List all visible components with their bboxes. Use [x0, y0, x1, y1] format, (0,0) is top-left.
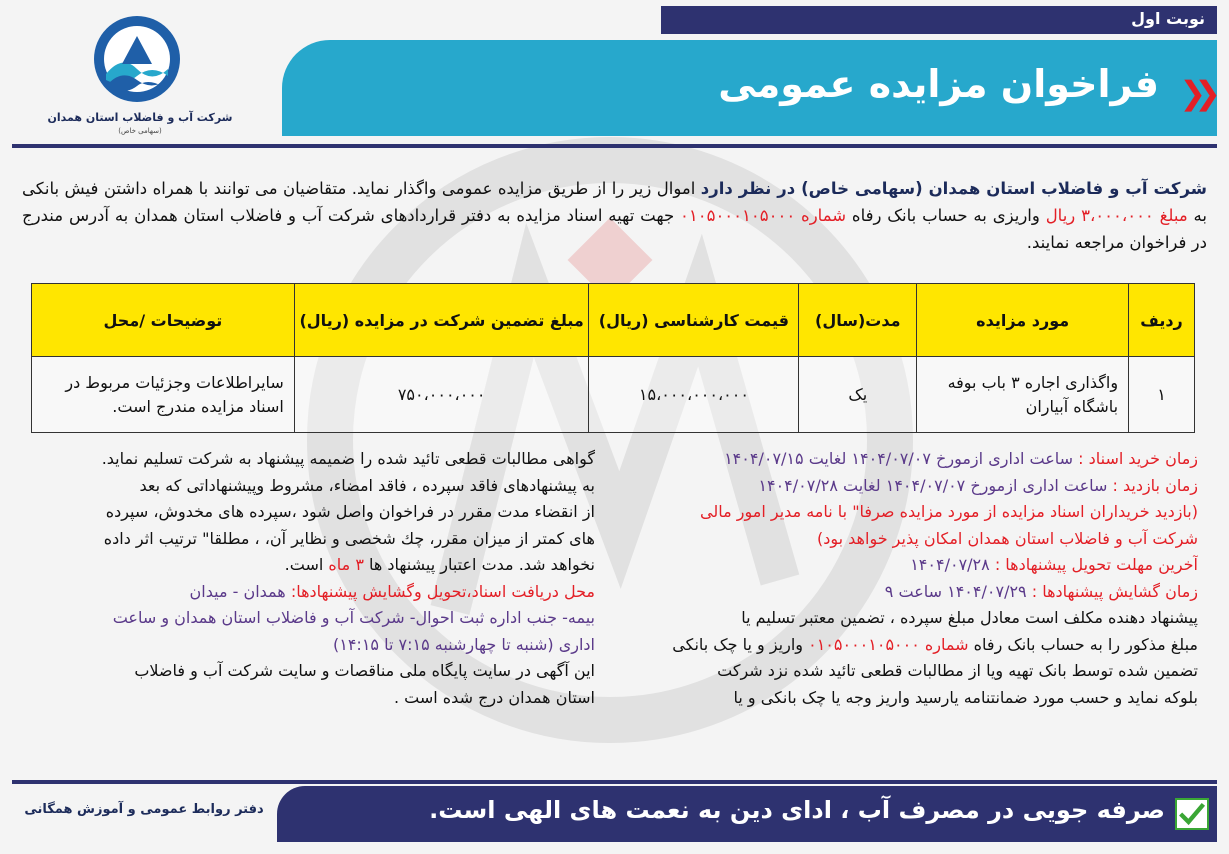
- edition-badge: [661, 6, 1217, 34]
- header-row-no: ردیف: [1129, 284, 1195, 357]
- location-text: همدان - میدان: [189, 581, 286, 601]
- guarantee-text-2a: مبلغ مذکور را به حساب بانک رفاه: [973, 634, 1198, 654]
- title-band: [282, 40, 1217, 136]
- company-name: شرکت آب و فاضلاب استان همدان: [47, 111, 233, 124]
- validity-months: ۳ ماه: [328, 555, 364, 574]
- intro-account: شماره ۰۱۰۵۰۰۰۱۰۵۰۰۰: [680, 206, 847, 225]
- purchase-time-line: [630, 446, 1198, 473]
- terms-left-column: [30, 446, 595, 711]
- divider-bottom: [12, 780, 1217, 784]
- footer-slogan: صرفه جویی در مصرف آب ، ادای دین به نعمت های الهی است.: [429, 796, 1165, 824]
- cell-row-no: ۱: [1129, 357, 1195, 433]
- guarantee-text-1: پیشنهاد دهنده مکلف است معادل مبلغ سپرده ، تضمین معتبر تسلیم یا: [741, 608, 1198, 627]
- purchase-time-label: زمان خرید اسناد :: [1078, 449, 1198, 468]
- deadline-text: ۱۴۰۴/۰۷/۲۸: [910, 555, 990, 574]
- guarantee-text-3: تضمین شده توسط بانک تهیه ویا از مطالبات قطعی تائید شده نزد شرکت: [717, 661, 1198, 680]
- deadline-label: آخرین مهلت تحویل پیشنهادها :: [994, 555, 1198, 574]
- cell-notes: سایراطلاعات وجزئیات مربوط در اسناد مزایده مندرج است.: [32, 357, 295, 433]
- visit-time-label: زمان بازدید :: [1112, 475, 1198, 495]
- guarantee-account: شماره ۰۱۰۵۰۰۰۱۰۵۰۰۰: [808, 634, 969, 654]
- intro-company: شرکت آب و فاضلاب استان همدان (سهامی خاص) در نظر دارد: [700, 179, 1208, 198]
- guarantee-text-4: بلوکه نماید و حسب مورد ضمانتنامه یارسید واریز وجه یا چک بانکی و یا: [733, 687, 1198, 707]
- left-text-3: از انقضاء مدت مقرر در فراخوان واصل شود ،سپرده های مخدوش، سپرده: [105, 502, 595, 521]
- header-notes: توضیحات /محل: [32, 284, 295, 357]
- cell-guarantee: ۷۵۰،۰۰۰،۰۰۰: [294, 357, 589, 433]
- validity-text-a: نخواهد شد. مدت اعتبار پیشنهاد ها: [369, 555, 595, 574]
- intro-text-3: جهت تهیه اسناد مزایده به دفتر قراردادهای شرکت آب و فاضلاب استان همدان به آدرس مندرج در فراخوان مراجعه نمایند.: [22, 206, 1207, 252]
- opening-line: [630, 579, 1198, 606]
- deadline-line: [630, 552, 1198, 579]
- guarantee-text-2b: واریز و یا چک بانکی: [672, 634, 804, 654]
- intro-amount: مبلغ ۳،۰۰۰،۰۰۰ ریال: [1045, 206, 1188, 225]
- edition-label: نوبت اول: [1131, 9, 1205, 28]
- left-text-4: های کمتر از میزان مقرر، چك شخصی و نظایر آن، ، مطلقا" ترتیب اثر داده: [103, 528, 595, 548]
- header-appraisal: قیمت کارشناسی (ریال): [589, 284, 799, 357]
- visit-note-1: (بازدید خریداران اسناد مزایده از مورد مزایده صرفا" با نامه مدیر امور مالی: [700, 502, 1198, 521]
- visit-time-text: ساعت اداری ازمورخ ۱۴۰۴/۰۷/۰۷ لغایت ۱۴۰۴/۰۷/۲۸: [758, 475, 1108, 495]
- location-text-2: بیمه- جنب اداره ثبت احوال- شرکت آب و فاضلاب استان همدان و ساعت: [112, 608, 595, 627]
- publish-note-2: استان همدان درج شده است .: [393, 687, 595, 707]
- intro-text-1: اموال زیر را از طریق مزایده عمومی واگذار نماید. متقاضیان می توانند با همراه داشتن فیش بانکی به: [22, 179, 1207, 225]
- terms-right-column: [630, 446, 1198, 711]
- table-header-row: [32, 284, 1195, 357]
- visit-time-line: [630, 473, 1198, 500]
- validity-line: [30, 552, 595, 579]
- cell-duration: یک: [799, 357, 917, 433]
- opening-text: ۱۴۰۴/۰۷/۲۹ ساعت ۹: [884, 581, 1027, 601]
- location-label: محل دریافت اسناد،تحویل وگشایش پیشنهادها:: [290, 581, 595, 601]
- cell-item: واگذاری اجاره ۳ باب بوفه باشگاه آبیاران: [917, 357, 1129, 433]
- company-logo: [40, 8, 240, 138]
- purchase-time-text: ساعت اداری ازمورخ ۱۴۰۴/۰۷/۰۷ لغایت ۱۴۰۴/۰۷/۱۵: [724, 449, 1074, 468]
- intro-paragraph: [22, 175, 1207, 256]
- company-sub: (سهامی خاص): [118, 127, 162, 135]
- visit-note-2: شرکت آب و فاضلاب استان همدان امکان پذیر خواهد بود): [816, 528, 1198, 548]
- header-guarantee: مبلغ تضمین شرکت در مزایده (ریال): [294, 284, 589, 357]
- location-line: [30, 579, 595, 606]
- left-text-2: به پیشنهادهای فاقد سپرده ، فاقد امضاء، مشروط وپیشنهاداتی که بعد: [139, 475, 595, 495]
- auction-table: [31, 283, 1195, 433]
- header-duration: مدت(سال): [799, 284, 917, 357]
- left-text-1: گواهی مطالبات قطعی تائید شده را ضمیمه پیشنهاد به شرکت تسلیم نماید.: [101, 449, 595, 468]
- page-title: فراخوان مزایده عمومی: [718, 62, 1159, 106]
- header-item: مورد مزایده: [917, 284, 1129, 357]
- water-drop-logo-icon: [92, 14, 182, 104]
- office-hours: اداری (شنبه تا چهارشنبه ۷:۱۵ تا ۱۴:۱۵): [332, 634, 595, 654]
- footer-band: [277, 786, 1217, 842]
- checkmark-icon: [1175, 798, 1209, 830]
- cell-appraisal: ۱۵،۰۰۰،۰۰۰،۰۰۰: [589, 357, 799, 433]
- validity-text-b: است.: [284, 555, 324, 574]
- department-name: دفتر روابط عمومی و آموزش همگانی: [24, 802, 264, 817]
- opening-label: زمان گشایش پیشنهادها :: [1031, 581, 1198, 601]
- double-chevron-icon: ❮❮: [1179, 74, 1209, 112]
- intro-text-2: واریزی به حساب بانک رفاه: [851, 206, 1040, 225]
- divider-top: [12, 144, 1217, 148]
- guarantee-text-2: [630, 632, 1198, 659]
- table-row: [32, 357, 1195, 433]
- publish-note-1: این آگهی در سایت پایگاه ملی مناقصات و سایت شرکت آب و فاضلاب: [134, 661, 595, 680]
